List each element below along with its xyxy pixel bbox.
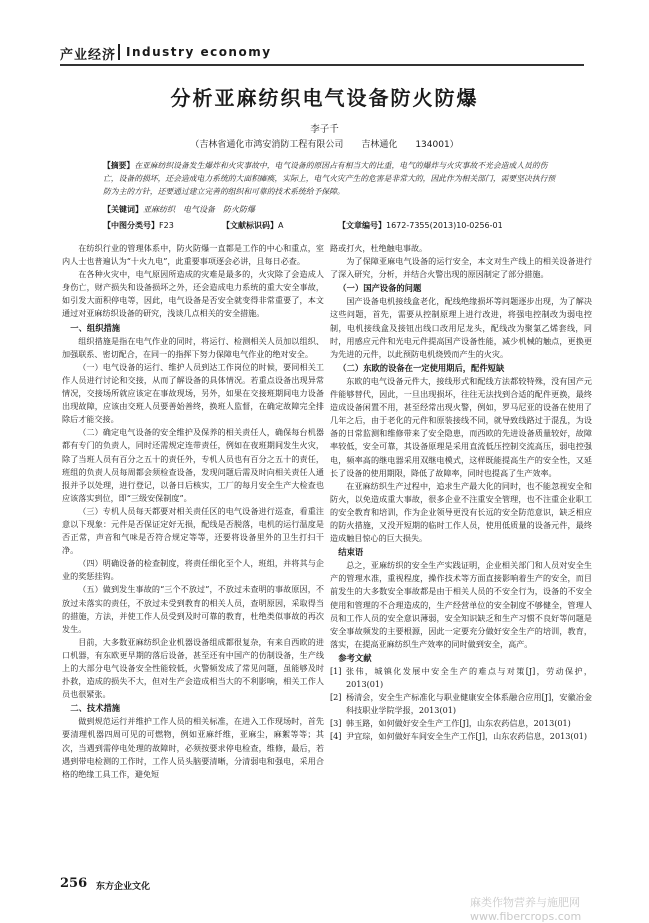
section-heading: 一、组织措施 xyxy=(70,322,121,333)
body-paragraph: 在各种火灾中，电气原因所造成的灾难是最多的，火灾除了会造成人身伤亡，财产损失和设备损坏之外，还会造成电力系统的重大安全事故，如引发大面积停电等，因此，电气设备是否安全就变得非常重要了，本文通过对亚麻纺织设备的研究，浅谈几点相关的安全措施。 xyxy=(62,269,324,319)
body-paragraph: （三）专机人员每天都要对相关责任区的电气设备进行巡查，看重注意以下现象：元件是否保证定好无损，配线是否脱落，电机的运行温度是否正常，声音和气味是否符合规定等等，还要将设备里外的卫生打扫干净。 xyxy=(62,505,324,556)
abstract-label: 【摘要】 xyxy=(103,161,135,170)
reference-number: [4] xyxy=(330,731,342,742)
reference-number: [3] xyxy=(330,718,342,729)
body-paragraph: （二）确定电气设备的安全维护及保养的相关责任人，确保每台机器都有专门的负责人，同时还需规定连带责任，例如在夜班期间发生火灾，除了当班人员有百分之五十的责任外，专机人员也有百分之五十的责任，班组的负责人员每周都会须检查设备，发现问题后需及时向相关责任人通报并予以处理，进行登记，以备日后核实，工厂的每月安全生产大检查也应该落实到位，即“三级安保制度”。 xyxy=(62,427,324,503)
article-number xyxy=(338,220,503,231)
page-number: 256 xyxy=(60,876,88,891)
clc-label: 【中图分类号】 xyxy=(103,221,159,230)
article-author: 李子千 xyxy=(310,124,339,135)
keywords-label: 【关键词】 xyxy=(103,205,143,214)
clc-value: F23 xyxy=(159,221,174,230)
reference-text: 张伟，城镇化发展中安全生产的难点与对策[J]，劳动保护，2013(01) xyxy=(346,666,592,690)
clc-number xyxy=(103,220,174,231)
reference-text: 韩玉路，如何做好安全生产工作[J]，山东农药信息，2013(01) xyxy=(346,718,571,729)
article-affiliation: （吉林省通化市鸿安消防工程有限公司 吉林通化 134001） xyxy=(190,140,459,150)
body-column-right xyxy=(330,242,592,744)
abstract xyxy=(103,159,558,198)
body-paragraph: 国产设备电机接线盒老化，配线绝缘损坏等问题逐步出现，为了解决这些问题，首先，需要从控制原理上进行改进，将强电控制改为弱电控制，电机接线盒及接钮出线口改用尼龙头，配线改为聚氯乙烯套线，同时，用感应元件和光电元件提高国产设备性能，减少机械的触点，更换更为先进的元件，以此预防电机烧毁而产生的火灾。 xyxy=(330,296,592,359)
section-heading: （一）国产设备的问题 xyxy=(338,283,422,294)
body-paragraph: 在纺织行业的管理体系中，防火防爆一直都是工作的中心和重点，室内人士也普遍认为“十火九电”，此重要事项逐会必讲，且每日必查。 xyxy=(62,243,324,267)
header-divider xyxy=(118,44,120,60)
article-number-value: 1672-7355(2013)10-0256-01 xyxy=(386,221,503,230)
section-label-en: Industry economy xyxy=(126,45,272,59)
reference-text: 尹宜琮，如何做好车间安全生产工作[J]，山东农药信息，2013(01) xyxy=(346,731,588,742)
body-paragraph: （四）明确设备的检查制度，将责任细化至个人，班组，并将其与企业的奖惩挂钩。 xyxy=(62,558,324,582)
header-rule xyxy=(60,64,584,66)
journal-name: 东方企业文化 xyxy=(96,882,151,892)
body-paragraph: 总之，亚麻纺织的安全生产实践证明，企业相关部门和人员对安全生产的管理水准，重视程度，操作技术等方面直接影响着生产的安全，而目前发生的大多数安全事故都是由于相关人员的不安全行为，设备的不安全使用和管理的不合理造成的，生产经营单位的安全制度不够健全，管理人员和工作人员的安全意识薄弱，安全知识缺乏和生产习惯不良好等问题是安全事故频发的主要根源，因此一定要充分做好安全生产的培训，教育，落实，在提高亚麻纺织生产效率的同时做到安全，高产。 xyxy=(330,560,592,649)
body-paragraph: （五）做到发生事故的“三个不放过”，不放过未查明的事故原因，不放过未落实的责任，不放过未受到教育的相关人员，查明原因，采取得当的措施，方法，并使工作人员受到及时可靠的教育，杜绝类似事故的再次发生。 xyxy=(62,584,324,634)
body-paragraph: 路或打火，杜绝触电事故。 xyxy=(330,243,428,253)
doc-code-label: 【文献标识码】 xyxy=(222,221,278,230)
reference-item xyxy=(330,717,592,730)
keywords-text: 亚麻纺织 电气设备 防火防爆 xyxy=(143,205,255,214)
abstract-text: 在亚麻纺织设备发生爆炸和火灾事故中，电气设备的原因占有相当大的比重，电气的爆炸与火灾事故不光会造成人员的伤亡，设备的损坏，还会造成电力系统的大面积瘫痪，实际上，电气火灾产生的危害是非常大的，因此作为相关部门，需要坚决执行预防为主的方针，还要通过建立完善的组织和可靠的技术系统给予保障。 xyxy=(103,161,556,196)
section-heading: 参考文献 xyxy=(338,652,372,663)
reference-item xyxy=(330,730,592,743)
body-paragraph: 为了保障亚麻电气设备的运行安全，本文对生产线上的相关设备进行了深入研究，分析，并结合火警出现的原因制定了部分措施。 xyxy=(330,256,592,280)
section-heading: 二、技术措施 xyxy=(70,703,121,714)
body-column-left xyxy=(62,242,324,781)
keywords xyxy=(103,204,255,215)
reference-text: 杨清会，安全生产标准化与职业健康安全体系融合应用[J]，安徽冶金科技职业学院学报，2013(01) xyxy=(346,692,592,716)
article-number-label: 【文章编号】 xyxy=(338,221,386,230)
body-paragraph: 东欧的电气设备元件大，接线形式和配线方法都较特殊，没有国产元件能够替代，因此，一旦出现损坏，往往无法找到合适的配件更换，最终造成设备闲置不用，甚至经常出现火警，例如，罗马尼亚的设备在使用了几年之后，由于老化的元件和原装接线不同，就导致线路过于混乱，为设备的日常监测和维修带来了安全隐患，而西欧的先进设备质量较好，故障率较低，安全可靠，其设备原理是采用直流低压控制交流高压，弱电控强电，频率高的继电器采用双继电模式，这样既能提高生产的安全性，又延长了设备的使用期限，降低了故障率，同时也提高了生产效率。 xyxy=(330,375,592,478)
doc-code-value: A xyxy=(278,221,284,230)
reference-number: [1] xyxy=(330,666,342,676)
body-paragraph: 做到规范运行并维护工作人员的相关标准，在进入工作现场时，首先要清理机器四周可见的可燃物，例如亚麻纤维，亚麻尘，麻絮等等；其次，当遇到需停电处理的故障时，必须按要求停电检查，维修，最后，若遇到带电检测的工作时，工作人员头脑要清晰，分清弱电和强电，采用合格的绝缘工具工作，避免短 xyxy=(62,716,324,779)
doc-code xyxy=(222,220,283,231)
reference-item xyxy=(330,691,592,717)
body-paragraph: 在亚麻纺织生产过程中，追求生产最大化的同时，也不能忽视安全和防火，以免造成重大事故，很多企业不注重安全管理，也不注重企业职工的安全教育和培训，作为企业领导更没有长远的安全防范意识，缺乏相应的防火措施，又没开短期的临时工作人员，使用低质量的设备元件，最终造成触目惊心的巨大损失。 xyxy=(330,480,592,544)
section-label-cn: 产业经济 xyxy=(60,48,117,63)
article-title: 分析亚麻纺织电气设备防火防爆 xyxy=(170,86,479,110)
body-paragraph: 目前，大多数亚麻纺织企业机器设备组成都很复杂，有来自西欧的进口机器，有东欧更早期的落后设备，甚至还有中国产的仿制设备，生产线上的大部分电气设备安全性能较低，火警频发成了常见问题，虽能够及时扑救，造成的损失不大，但对生产会造成相当大的不利影响，相关工作人员也很紧张。 xyxy=(62,636,324,700)
watermark: 麻类作物营养与施肥网 www.fibercrops.com xyxy=(470,896,582,923)
body-paragraph: 组织措施是指在电气作业的同时，将运行、检测相关人员加以组织、加强联系、密切配合，在同一的指挥下努力保障电气作业的绝对安全。 xyxy=(62,335,324,359)
reference-number: [2] xyxy=(330,692,342,703)
body-paragraph: （一）电气设备的运行、维护人员到达工作岗位的时候，要同相关工作人员进行讨论和交接，从而了解设备的具体情况。若重点设备出现异常情况，交接场所就应该定在事故现场，另外，如果在交接班期间电力设备出现故障，应该由交班人员要善始善终，换班人监督，在确定故障完全排除后才能交接。 xyxy=(62,361,324,425)
section-heading: 结束语 xyxy=(338,547,364,558)
section-heading: （二）东欧的设备在一定使用期后，配件短缺 xyxy=(338,362,505,373)
reference-item xyxy=(330,665,592,691)
